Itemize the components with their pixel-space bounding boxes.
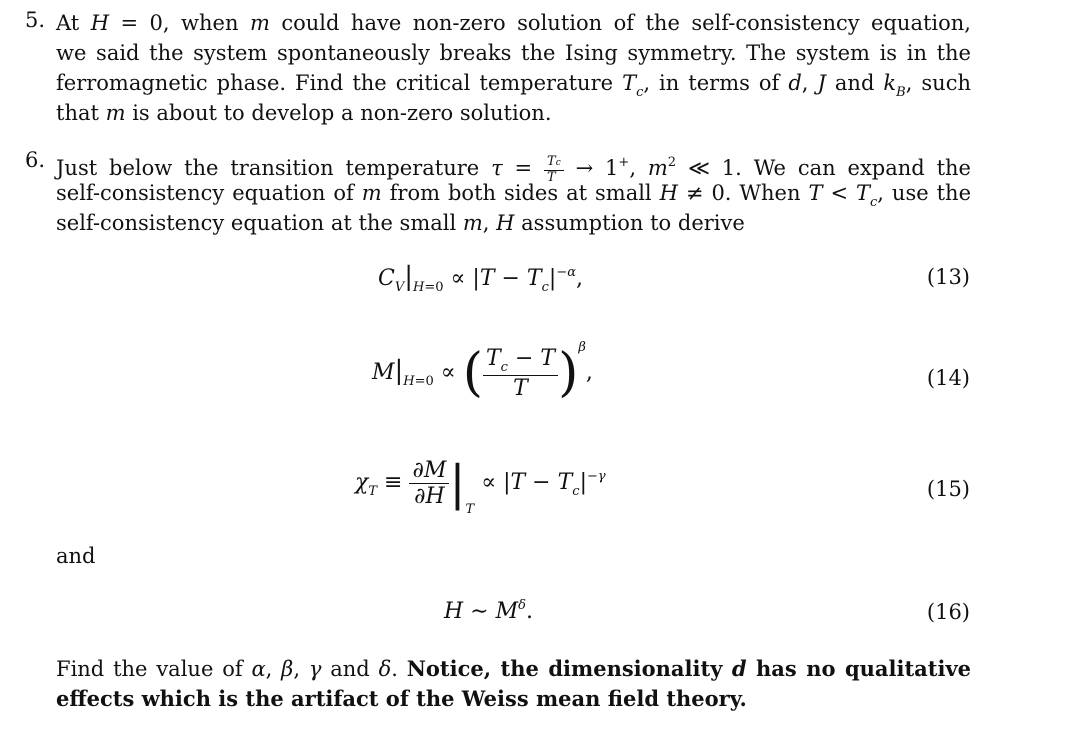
item-6-text bbox=[56, 148, 971, 238]
text-line: self-consistency equation at the small m, H assumption to derive bbox=[56, 211, 745, 235]
text-line: ferromagnetic phase. Find the critical temperature $T_c$, in terms of d, J and $k_B$, such bbox=[56, 71, 971, 100]
equation-number-13: (13) bbox=[926, 265, 970, 289]
equation-number-16: (16) bbox=[926, 600, 970, 624]
closing-line-2: effects which is the artifact of the Weiss mean field theory. bbox=[56, 686, 747, 711]
text-line: Just below the transition temperature τ = $\frac{Tc}{T}$ → 1+, $m^2$ ≪ 1. We can expand the bbox=[56, 153, 971, 185]
item-5-text bbox=[56, 8, 971, 128]
item-number: 5. bbox=[25, 8, 46, 32]
closing-paragraph bbox=[56, 654, 971, 714]
equation-16: H ∼ $M^\delta$. bbox=[444, 598, 533, 624]
closing-line-1: Find the value of α, β, γ and δ. Notice, the dimensionality d has no qualitative bbox=[56, 656, 972, 681]
text-line: that m is about to develop a non-zero solution. bbox=[56, 101, 552, 125]
text-line: At H = 0, when m could have non-zero solution of the self-consistency equation, bbox=[56, 11, 971, 35]
equation-13: $C_V|_{H=0} \propto |T - T_c|^{-\alpha}$, bbox=[378, 262, 583, 295]
equation-number-14: (14) bbox=[926, 366, 970, 390]
text-line: self-consistency equation of m from both sides at small H ≠ 0. When $T < T_c$, use the bbox=[56, 181, 972, 210]
equation-number-15: (15) bbox=[926, 477, 970, 501]
text-line: we said the system spontaneously breaks the Ising symmetry. The system is in the bbox=[56, 41, 971, 65]
item-number: 6. bbox=[25, 148, 46, 172]
equation-14: $M|_{H=0}$ ∝ ( $\frac{T_c - T}{T}$ )$^\beta$, bbox=[372, 340, 593, 403]
equation-15: $\chi_T$ ≡ $\frac{\partial M}{\partial H}$ $|_T \propto |T - T_c|^{-\gamma}$ bbox=[355, 455, 606, 517]
connector-text: and bbox=[56, 544, 96, 568]
